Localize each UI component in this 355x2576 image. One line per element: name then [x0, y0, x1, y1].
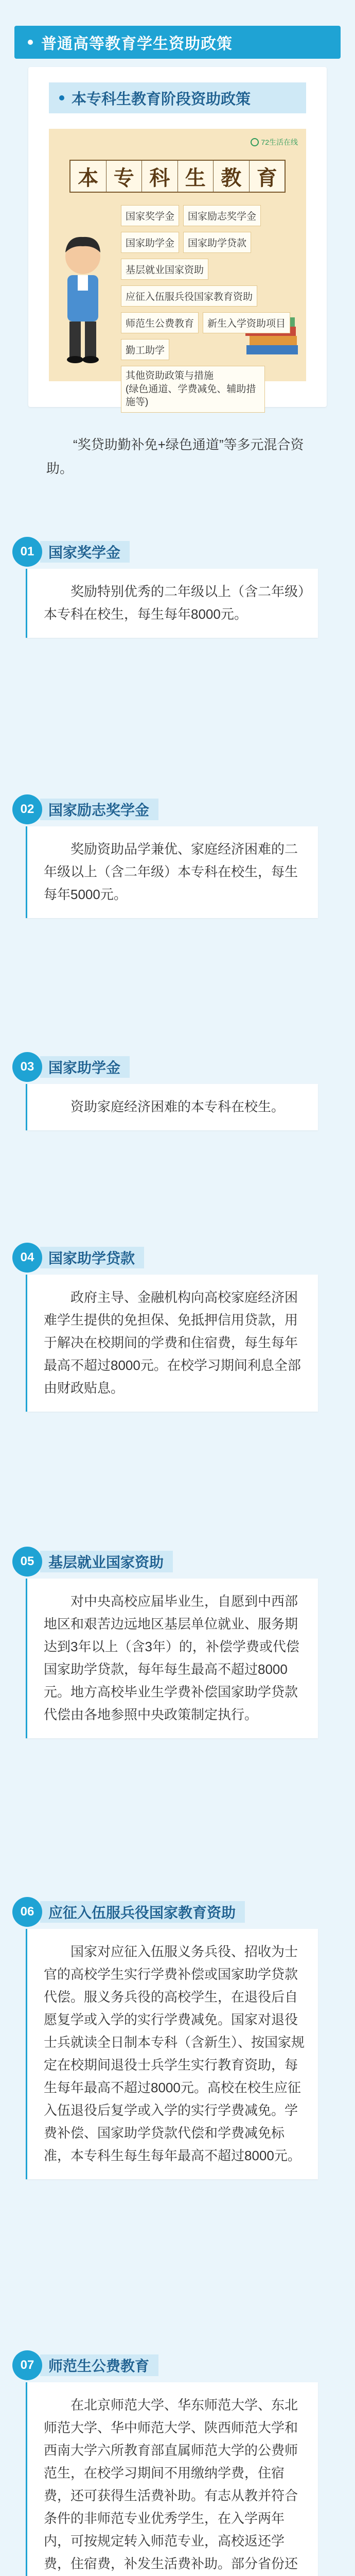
book-char: 科	[142, 161, 178, 192]
hero-item-list	[121, 205, 301, 418]
hero-subtitle-dot	[59, 95, 64, 100]
section-body	[26, 826, 318, 918]
hero-item: 国家励志奖学金	[183, 205, 261, 226]
policy-section	[12, 793, 343, 918]
policy-section	[12, 536, 343, 638]
section-header	[12, 1051, 343, 1084]
hero-item: 基层就业国家资助	[121, 259, 208, 280]
section-body	[26, 569, 318, 638]
policy-section	[12, 1546, 343, 1738]
book-title	[69, 160, 286, 193]
hero-item-row	[121, 339, 301, 360]
hero-item-row	[121, 259, 301, 280]
hero-item: 师范生公费教育	[121, 312, 199, 333]
section-number: 04	[12, 1243, 42, 1273]
section-number: 01	[12, 537, 42, 567]
section-paragraph: 奖励资助品学兼优、家庭经济困难的二年级以上（含二年级）本专科在校生，每生每年5000元。	[44, 841, 298, 902]
section-paragraph: 政府主导、金融机构向高校家庭经济困难学生提供的免担保、免抵押信用贷款，用于解决在校期间的学费和住宿费，每生每年最高不超过8000元。在校学习期间利息全部由财政贴息。	[44, 1290, 301, 1396]
section-body	[26, 2382, 318, 2576]
logo-icon	[251, 138, 259, 146]
book-char: 本	[70, 161, 106, 192]
book-char: 教	[214, 161, 250, 192]
page-title: 普通高等教育学生资助政策	[41, 36, 233, 53]
student-illustration	[52, 232, 114, 366]
section-header	[12, 1242, 343, 1275]
hero-item-row	[121, 232, 301, 253]
hero-item-main: 其他资助政策与措施	[126, 370, 214, 381]
book-char: 生	[178, 161, 214, 192]
section-number: 03	[12, 1052, 42, 1082]
hero-item: 新生入学资助项目	[203, 312, 290, 333]
hero-logo-text: 72生活在线	[261, 138, 298, 146]
hero-item: 国家助学金	[121, 232, 179, 253]
hero-item	[121, 366, 265, 413]
section-title: 国家助学贷款	[40, 1247, 144, 1268]
intro-text: “奖贷助勤补免+绿色通道”等多元混合资助。	[46, 437, 304, 476]
section-title: 国家奖学金	[40, 541, 130, 563]
section-title: 国家励志奖学金	[40, 799, 158, 820]
section-number: 05	[12, 1547, 42, 1577]
section-body	[26, 1929, 318, 2179]
section-header	[12, 2349, 343, 2382]
section-number: 02	[12, 794, 42, 824]
section-header	[12, 536, 343, 569]
hero-illustration	[49, 129, 306, 408]
section-header	[12, 793, 343, 826]
section-title: 师范生公费教育	[40, 2354, 158, 2376]
hero-item-row	[121, 285, 301, 307]
section-paragraph: 国家对应征入伍服义务兵役、招收为士官的高校学生实行学费补偿或国家助学贷款代偿。服义务兵役的高校学生，在退役后自愿复学或入学的实行学费减免。国家对退役士兵就读全日制本专科（含新生）、按国家规定在校期间退役士兵学生实行教育资助，每生每年最高不超过8000元。高校在校生应征入伍退役后复学或入学的实行学费减免。学费补偿、国家助学贷款代偿和学费减免标准，本专科生每生每年最高不超过8000元。	[44, 1944, 305, 2163]
hero-card	[28, 67, 327, 407]
book-char: 专	[106, 161, 143, 192]
title-bullet	[28, 40, 33, 45]
section-header	[12, 1896, 343, 1929]
policy-section	[12, 2349, 343, 2576]
section-number: 07	[12, 2350, 42, 2380]
section-paragraph: 对中央高校应届毕业生，自愿到中西部地区和艰苦边远地区基层单位就业、服务期达到3年以上（含3年）的，补偿学费或代偿国家助学贷款，每年每生最高不超过8000元。地方高校毕业生学费补偿国家助学贷款代偿由各地参照中央政策制定执行。	[44, 1594, 299, 1722]
section-paragraph: 奖励特别优秀的二年级以上（含二年级）本专科在校生，每生每年8000元。	[44, 584, 305, 622]
hero-item: 勤工助学	[121, 339, 169, 360]
section-paragraph: 资助家庭经济困难的本专科在校生。	[70, 1099, 285, 1114]
policy-section	[12, 1051, 343, 1130]
section-body	[26, 1275, 318, 1412]
hero-item-row	[121, 366, 301, 413]
section-paragraph: 在北京师范大学、华东师范大学、东北师范大学、华中师范大学、陕西师范大学和西南大学六所教育部直属师范大学的公费师范生，在校学习期间不用缴纳学费，住宿费，还可获得生活费补助。有志从教并符合条件的非师范专业优秀学生，在入学两年内，可按规定转入师范专业，高校返还学费，住宿费，补发生活费补助。部分省份还	[44, 2397, 298, 2571]
section-title: 国家助学金	[40, 1056, 130, 1078]
section-title: 基层就业国家资助	[40, 1551, 173, 1572]
hero-item-row	[121, 312, 301, 333]
hero-item-note: (绿色通道、学费减免、辅助措施等)	[126, 383, 256, 408]
section-number: 06	[12, 1897, 42, 1927]
hero-item: 应征入伍服兵役国家教育资助	[121, 285, 257, 307]
hero-subtitle: 本专科生教育阶段资助政策	[72, 91, 251, 108]
section-title: 应征入伍服兵役国家教育资助	[40, 1901, 245, 1923]
hero-item-row	[121, 205, 301, 226]
page-title-bar	[14, 26, 341, 59]
hero-logo	[251, 137, 298, 147]
section-header	[12, 1546, 343, 1579]
policy-section	[12, 1242, 343, 1412]
policy-section	[12, 1896, 343, 2179]
section-body	[26, 1579, 318, 1738]
hero-subtitle-bar	[49, 82, 306, 113]
book-char: 育	[256, 165, 277, 190]
hero-item: 国家奖学金	[121, 205, 179, 226]
section-body	[26, 1084, 318, 1130]
hero-item: 国家助学贷款	[183, 232, 251, 253]
